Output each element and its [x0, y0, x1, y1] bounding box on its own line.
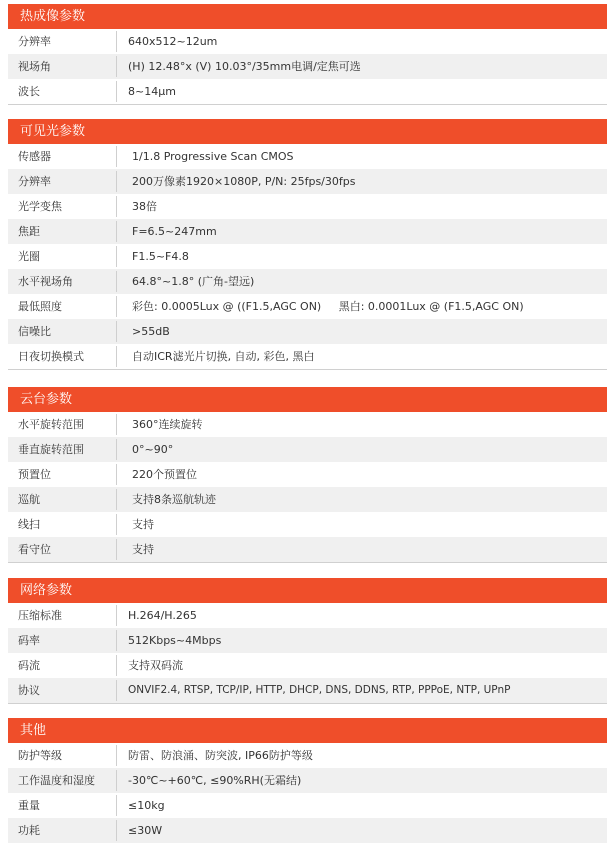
spec-row — [8, 219, 607, 244]
spec-value: 64.8°~1.8° (广角-望远) — [132, 275, 255, 288]
section-title: 可见光参数 — [8, 119, 607, 144]
spec-row — [8, 743, 607, 768]
spec-row — [8, 437, 607, 462]
spec-key: 焦距 — [18, 225, 40, 238]
spec-row — [8, 79, 607, 104]
spec-value: ≤30W — [128, 824, 163, 837]
spec-value: 支持 — [132, 543, 154, 556]
spec-row — [8, 512, 607, 537]
spec-value: H.264/H.265 — [128, 609, 197, 622]
spec-row — [8, 169, 607, 194]
spec-row — [8, 244, 607, 269]
spec-key: 预置位 — [18, 468, 51, 481]
spec-value: -30℃~+60℃, ≤90%RH(无霜结) — [128, 774, 302, 787]
spec-value: ONVIF2.4, RTSP, TCP/IP, HTTP, DHCP, DNS, DDNS, RTP, PPPoE, NTP, UPnP — [128, 684, 511, 696]
spec-row — [8, 269, 607, 294]
spec-row — [8, 487, 607, 512]
spec-value: 220个预置位 — [132, 468, 197, 481]
spec-row — [8, 537, 607, 562]
spec-key: 防护等级 — [18, 749, 62, 762]
spec-key: 分辨率 — [18, 35, 51, 48]
spec-value: >55dB — [132, 325, 170, 338]
spec-key: 水平旋转范围 — [18, 418, 84, 431]
section-title: 热成像参数 — [8, 4, 607, 29]
spec-row — [8, 144, 607, 169]
spec-value: 640x512~12um — [128, 35, 218, 48]
spec-row — [8, 678, 607, 703]
spec-key: 巡航 — [18, 493, 40, 506]
spec-value: 支持双码流 — [128, 659, 183, 672]
spec-key: 压缩标准 — [18, 609, 62, 622]
spec-value: F1.5~F4.8 — [132, 250, 189, 263]
spec-key: 码流 — [18, 659, 40, 672]
spec-key: 线扫 — [18, 518, 40, 531]
section-title: 云台参数 — [8, 387, 607, 412]
spec-key: 信噪比 — [18, 325, 51, 338]
spec-row — [8, 603, 607, 628]
spec-key: 工作温度和湿度 — [18, 774, 95, 787]
spec-key: 重量 — [18, 799, 40, 812]
spec-key: 协议 — [18, 684, 40, 697]
spec-value: 支持8条巡航轨迹 — [132, 493, 216, 506]
section-network — [8, 578, 607, 704]
spec-row — [8, 54, 607, 79]
spec-key: 最低照度 — [18, 300, 62, 313]
spec-key: 功耗 — [18, 824, 40, 837]
spec-key: 视场角 — [18, 60, 51, 73]
spec-value: 自动ICR滤光片切换, 自动, 彩色, 黑白 — [132, 350, 315, 363]
spec-value: 1/1.8 Progressive Scan CMOS — [132, 150, 294, 163]
spec-value: 防雷、防浪涌、防突波, IP66防护等级 — [128, 749, 313, 762]
spec-key: 光圈 — [18, 250, 40, 263]
spec-row — [8, 29, 607, 54]
spec-value: ≤10kg — [128, 799, 165, 812]
spec-row — [8, 628, 607, 653]
spec-key: 垂直旋转范围 — [18, 443, 84, 456]
spec-value: (H) 12.48°x (V) 10.03°/35mm电调/定焦可选 — [128, 60, 361, 73]
spec-key: 码率 — [18, 634, 40, 647]
spec-key: 传感器 — [18, 150, 51, 163]
spec-row — [8, 412, 607, 437]
section-visible — [8, 119, 607, 370]
spec-value: 38倍 — [132, 200, 157, 213]
spec-key: 波长 — [18, 85, 40, 98]
spec-key: 分辨率 — [18, 175, 51, 188]
spec-row — [8, 194, 607, 219]
section-ptz — [8, 387, 607, 563]
spec-value: 8~14μm — [128, 85, 176, 98]
section-thermal — [8, 4, 607, 105]
spec-value: F=6.5~247mm — [132, 225, 217, 238]
spec-value: 512Kbps~4Mbps — [128, 634, 222, 647]
spec-key: 看守位 — [18, 543, 51, 556]
spec-row — [8, 768, 607, 793]
spec-row — [8, 653, 607, 678]
spec-row — [8, 818, 607, 843]
section-title: 网络参数 — [8, 578, 607, 603]
spec-row — [8, 294, 607, 319]
spec-row — [8, 462, 607, 487]
spec-row — [8, 344, 607, 369]
spec-key: 光学变焦 — [18, 200, 62, 213]
spec-row — [8, 319, 607, 344]
spec-value: 200万像素1920×1080P, P/N: 25fps/30fps — [132, 175, 356, 188]
spec-value: 360°连续旋转 — [132, 418, 203, 431]
spec-value: 彩色: 0.0005Lux @ ((F1.5,AGC ON) 黑白: 0.0001Lux @ (F1.5,AGC ON) — [132, 300, 524, 313]
spec-value: 支持 — [132, 518, 154, 531]
spec-key: 水平视场角 — [18, 275, 73, 288]
spec-row — [8, 793, 607, 818]
spec-value: 0°~90° — [132, 443, 174, 456]
section-title: 其他 — [8, 718, 607, 743]
section-other — [8, 718, 607, 843]
spec-key: 日夜切换模式 — [18, 350, 84, 363]
